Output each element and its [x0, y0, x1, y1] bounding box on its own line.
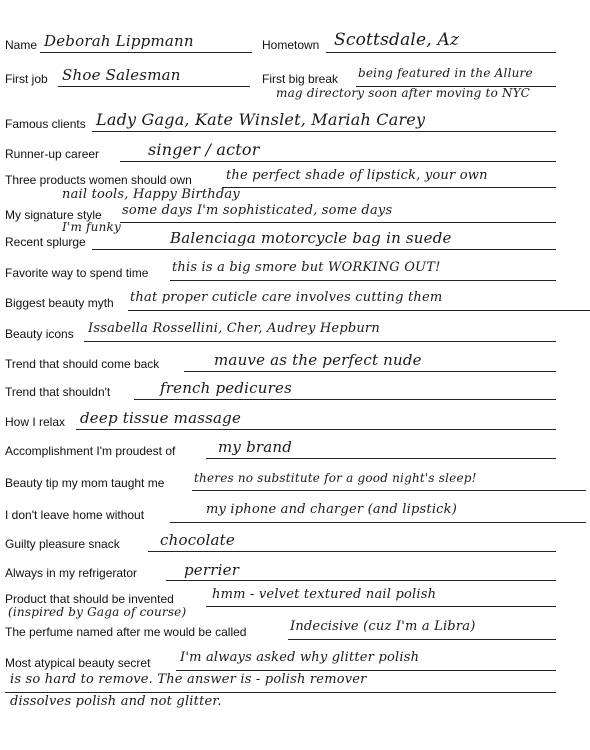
answer-perfume: Indecisive (cuz I'm a Libra) — [290, 619, 476, 634]
answer-line — [176, 670, 556, 671]
answer-three-products-cont: nail tools, Happy Birthday — [62, 187, 240, 202]
answer-first-big-break-cont: mag directory soon after moving to NYC — [276, 86, 531, 100]
answer-accomplishment: my brand — [218, 438, 293, 456]
answer-hometown: Scottsdale, Az — [334, 30, 460, 50]
answer-trend-shouldnt: french pedicures — [160, 379, 292, 397]
field-label-trend-come-back: Trend that should come back — [5, 357, 160, 371]
field-label-first-job: First job — [5, 72, 48, 86]
answer-line — [5, 692, 556, 693]
answer-dont-leave-without: my iphone and charger (and lipstick) — [206, 502, 458, 517]
answer-runner-up-career: singer / actor — [148, 140, 260, 159]
field-label-beauty-tip: Beauty tip my mom taught me — [5, 476, 165, 490]
answer-line — [166, 580, 556, 581]
answer-how-i-relax: deep tissue massage — [80, 409, 242, 427]
answer-line — [326, 52, 556, 53]
field-label-biggest-beauty-myth: Biggest beauty myth — [5, 296, 114, 310]
field-label-how-i-relax: How I relax — [5, 415, 66, 429]
answer-famous-clients: Lady Gaga, Kate Winslet, Mariah Carey — [96, 110, 426, 129]
answer-trend-come-back: mauve as the perfect nude — [214, 351, 422, 369]
answer-guilty-pleasure: chocolate — [160, 531, 235, 549]
answer-name: Deborah Lippmann — [44, 32, 194, 50]
field-label-atypical-secret: Most atypical beauty secret — [5, 656, 151, 670]
answer-line — [120, 161, 556, 162]
answer-product-invented-cont: (inspired by Gaga of course) — [8, 605, 187, 619]
field-label-recent-splurge: Recent splurge — [5, 235, 86, 249]
answer-line — [170, 280, 556, 281]
answer-line — [120, 222, 556, 223]
answer-line — [76, 429, 556, 430]
answer-recent-splurge: Balenciaga motorcycle bag in suede — [170, 229, 452, 247]
answer-line — [148, 551, 556, 552]
answer-line — [192, 490, 586, 491]
answer-line — [92, 249, 556, 250]
answer-atypical-secret: I'm always asked why glitter polish — [180, 650, 420, 665]
field-label-refrigerator: Always in my refrigerator — [5, 566, 138, 580]
answer-beauty-icons: Issabella Rossellini, Cher, Audrey Hepburn — [88, 321, 380, 336]
field-label-perfume: The perfume named after me would be called — [5, 625, 247, 639]
answer-line — [92, 131, 556, 132]
field-label-first-big-break: First big break — [262, 72, 339, 86]
field-label-signature-style: My signature style — [5, 208, 102, 222]
answer-signature-style: some days I'm sophisticated, some days — [122, 203, 393, 218]
field-label-product-invented: Product that should be invented — [5, 592, 174, 606]
answer-line — [206, 606, 556, 607]
answer-line — [206, 458, 556, 459]
answer-line — [184, 371, 556, 372]
field-label-favorite-way: Favorite way to spend time — [5, 266, 149, 280]
answer-beauty-tip: theres no substitute for a good night's sleep! — [194, 471, 477, 485]
answer-favorite-way: this is a big smore but WORKING OUT! — [172, 260, 441, 275]
field-label-dont-leave-without: I don't leave home without — [5, 508, 145, 522]
answer-line — [222, 187, 556, 188]
answer-atypical-secret-cont2: dissolves polish and not glitter. — [10, 694, 222, 709]
answer-refrigerator: perrier — [184, 561, 240, 579]
answer-first-big-break: being featured in the Allure — [358, 66, 533, 80]
field-label-accomplishment: Accomplishment I'm proudest of — [5, 444, 176, 458]
answer-line — [84, 341, 556, 342]
answer-line — [134, 399, 556, 400]
answer-line — [58, 86, 250, 87]
field-label-trend-shouldnt: Trend that shouldn't — [5, 385, 111, 399]
answer-three-products: the perfect shade of lipstick, your own — [226, 168, 488, 183]
answer-first-job: Shoe Salesman — [62, 66, 181, 84]
field-label-runner-up-career: Runner-up career — [5, 147, 100, 161]
answer-line — [128, 310, 590, 311]
field-label-three-products: Three products women should own — [5, 173, 192, 187]
answer-biggest-beauty-myth: that proper cuticle care involves cutting them — [130, 290, 443, 305]
field-label-guilty-pleasure: Guilty pleasure snack — [5, 537, 120, 551]
field-label-name: Name — [5, 38, 38, 52]
answer-line — [288, 639, 556, 640]
answer-line — [170, 522, 586, 523]
field-label-famous-clients: Famous clients — [5, 117, 86, 131]
answer-atypical-secret-cont: is so hard to remove. The answer is - polish remover — [10, 672, 367, 687]
answer-line — [40, 52, 252, 53]
field-label-beauty-icons: Beauty icons — [5, 327, 74, 341]
answer-product-invented: hmm - velvet textured nail polish — [212, 587, 437, 602]
field-label-hometown: Hometown — [262, 38, 320, 52]
answer-signature-style-cont: I'm funky — [62, 220, 121, 234]
